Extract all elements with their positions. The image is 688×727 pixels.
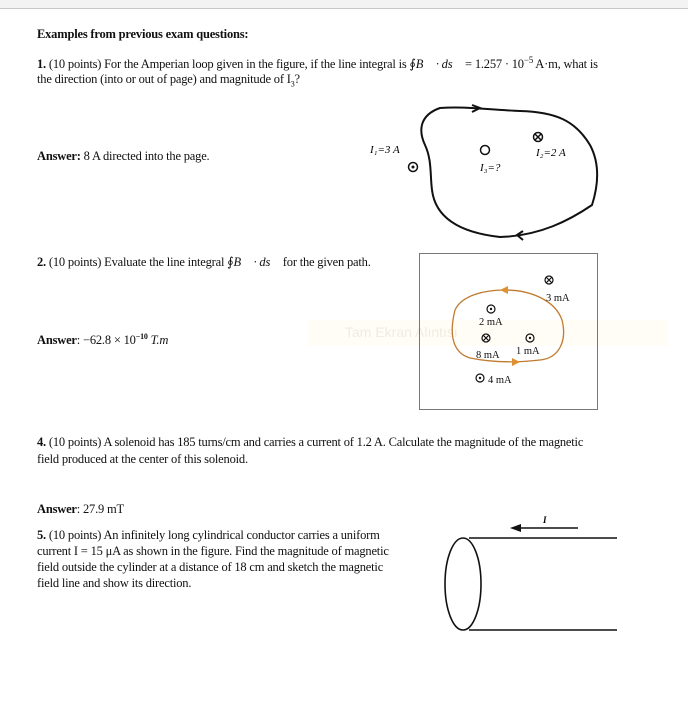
question-5-line-4: field line and show its direction.: [37, 576, 192, 590]
question-4-line-2: field produced at the center of this solenoid.: [37, 452, 248, 466]
current-label: I: [543, 515, 547, 525]
arrow-left-icon: [510, 524, 521, 532]
answer-4: Answer: 27.9 mT: [37, 502, 124, 516]
label-2ma: 2 mA: [479, 317, 503, 328]
answer-2: Answer: $-62.8 \times 10^{-10}$ T.m: [37, 332, 169, 348]
question-5-line-2: current I = 15 μA as shown in the figure. Find the magnitude of magnetic: [37, 544, 389, 558]
loop-path: [421, 107, 597, 237]
amperian-loop-figure-1: [421, 105, 597, 240]
answer-1: Answer: 8 A directed into the page.: [37, 149, 210, 163]
question-1-line-1: 1. (10 points) For the Amperian loop given in the figure, if the line integral is ∮B⃗ · ds⃗ = $1.257 \cdot 10^{-5}$ A·m, what is: [37, 55, 598, 72]
question-5-line-3: field outside the cylinder at a distance of 18 cm and sketch the magnetic: [37, 560, 384, 574]
arrow-icon: [512, 358, 520, 366]
arrow-icon: [500, 286, 508, 294]
label-i3: I₃=?: [480, 162, 501, 174]
label-i1: I₁=3 A: [370, 144, 400, 156]
current-unknown-icon: [481, 146, 490, 155]
question-4-line-1: 4. (10 points) A solenoid has 185 turns/cm and carries a current of 1.2 A. Calculate the magnitude of the magnetic: [37, 435, 584, 449]
question-5-line-1: 5. (10 points) An infinitely long cylindrical conductor carries a uniform: [37, 528, 380, 542]
label-8ma: 8 mA: [476, 350, 500, 361]
question-2: 2. (10 points) Evaluate the line integral ∮B⃗ · ds⃗ for the given path.: [37, 255, 371, 269]
label-3ma: 3 mA: [546, 293, 570, 304]
watermark: Tam Ekran Alıntısı: [345, 324, 458, 340]
figure-2-frame: [420, 254, 598, 410]
label-1ma: 1 mA: [516, 346, 540, 357]
page-heading: Examples from previous exam questions:: [37, 27, 249, 41]
label-4ma: 4 mA: [488, 375, 512, 386]
question-1-line-2: the direction (into or out of page) and magnitude of $I_3$?: [37, 72, 300, 89]
cylinder-figure: [445, 528, 617, 630]
label-i2: I₂=2 A: [536, 147, 566, 159]
